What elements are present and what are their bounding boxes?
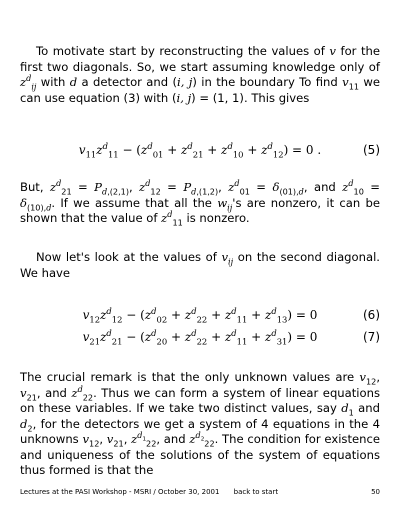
paragraph-but: But, $z^d_{21} = P_{d,(2,1)}$, $z^d_{12} = P_{d,(1,2)}$, $z^d_{01} = \delta_{(01),d}$, and $z^d_{10} = \delta_{(10),d}$. If we assume that all the $w_{ij}'s$ are nonzero, it can be shown that the value of $z^d_{11}$ is nonzero. [20, 178, 380, 228]
page-number: 50 [371, 488, 380, 496]
paragraph-second-diagonal: Now let's look at the values of $v_{ij}$ on the second diagonal. We have [20, 250, 380, 280]
equation-5-number: (5) [363, 143, 380, 157]
footer-lecture-info: Lectures at the PASI Workshop - MSRI / October 30, 2001 [20, 488, 220, 496]
equation-6-number: (6) [363, 308, 380, 322]
equation-5 [20, 143, 380, 163]
paragraph-intro: To motivate start by reconstructing the values of v for the first two diagonals. So, we start assuming knowledge only of $z^d_{ij}$ with d a detector and (i, j) in the boundary To find $v_{11}$ we can use equation (3) with (i, j) = (1, 1). This gives [20, 44, 380, 105]
equation-7 [20, 330, 380, 350]
equation-6-body: $v_{12}z^d_{12} - (z^d_{02} + z^d_{22} + z^d_{11} + z^d_{13}) = 0$ [82, 306, 318, 325]
paragraph-crucial-remark: The crucial remark is that the only unknown values are $v_{12}$, $v_{21}$, and $z^d_{22}$. Thus we can form a system of linear equations on these variables. If we take two distinct values, say $d_1$ and $d_2$, for the detectors we get a system of 4 equations in the 4 unknowns $v_{12}$, $v_{21}$, $z^{d_1}_{22}$, and $z^{d_2}_{22}$. The condition for existence and uniqueness of the solutions of the system of equations thus formed is that the [20, 370, 381, 477]
equation-7-number: (7) [363, 330, 380, 344]
back-to-start-link[interactable]: back to start [233, 488, 279, 496]
page-footer [20, 488, 380, 496]
equation-6 [20, 308, 380, 328]
equation-7-body: $v_{21}z^d_{21} - (z^d_{20} + z^d_{22} + z^d_{11} + z^d_{31}) = 0$ [82, 328, 318, 347]
equation-5-body: $v_{11}z^d_{11} - (z^d_{01} + z^d_{21} + z^d_{10} + z^d_{12}) = 0$ . [78, 141, 322, 160]
